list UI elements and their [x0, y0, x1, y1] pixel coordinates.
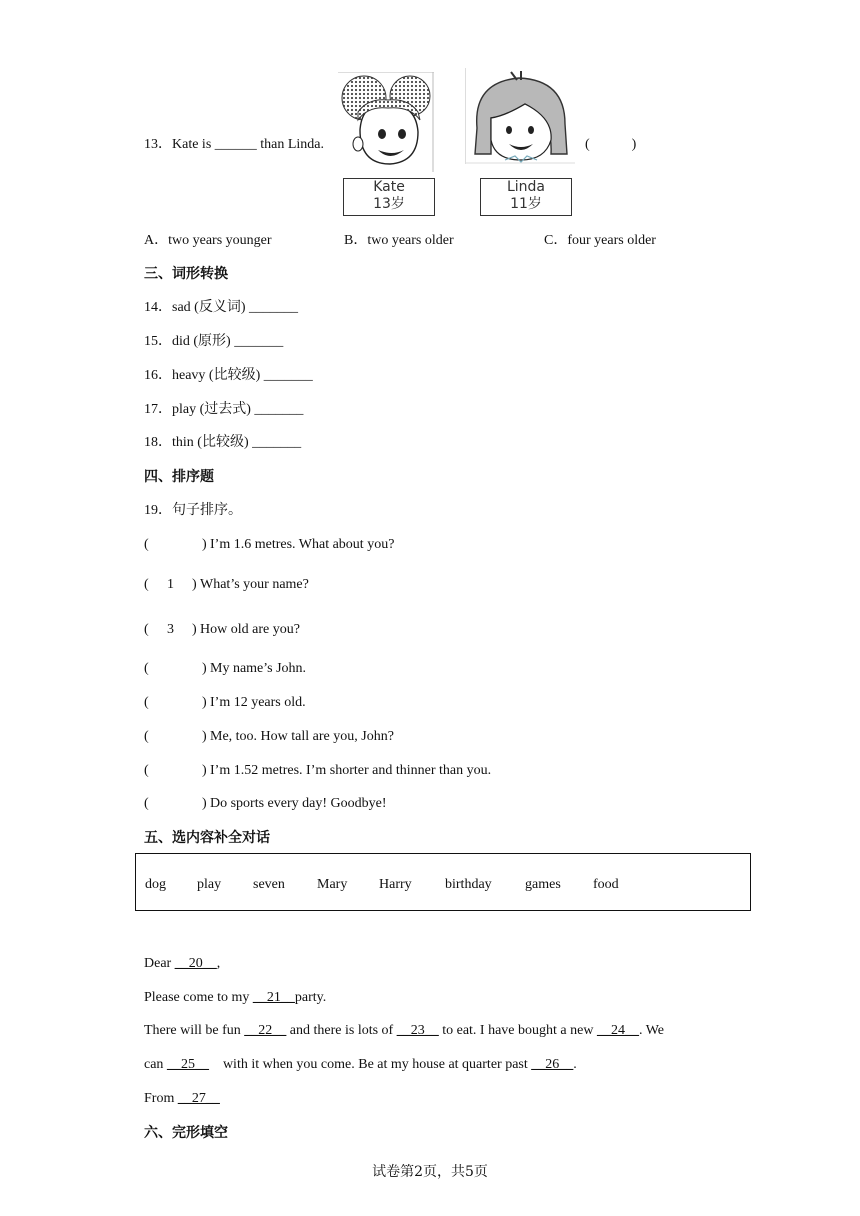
order-line — [144, 795, 387, 813]
blank-25[interactable]: __25__ — [166, 1057, 209, 1072]
order-bracket[interactable]: ( ) — [144, 763, 207, 778]
linda-age: 11岁 — [510, 196, 542, 212]
word-bank-item: Harry — [379, 877, 412, 892]
order-mark: 1 — [167, 577, 174, 592]
order-sentence: My name’s John. — [210, 661, 307, 676]
order-bracket[interactable]: ( ) — [144, 537, 207, 552]
order-sentence: I’m 1.52 metres. I’m shorter and thinner than you. — [210, 763, 492, 778]
word-bank-item: play — [197, 877, 222, 892]
kate-label-box — [343, 178, 435, 216]
order-line — [144, 621, 300, 639]
kate-picture — [338, 72, 434, 172]
linda-picture — [465, 68, 575, 164]
letter-line-3 — [144, 1022, 664, 1040]
blank-21[interactable]: __21__ — [252, 990, 295, 1005]
kate-name: Kate — [373, 179, 405, 195]
order-bracket[interactable]: ( ) — [144, 729, 207, 744]
q14[interactable]: 14．sad (反义词) _______ — [144, 300, 298, 315]
q17[interactable]: 17．play (过去式) _______ — [144, 402, 304, 417]
word-bank-item: birthday — [445, 877, 492, 892]
word-bank-item: seven — [253, 877, 285, 892]
blank-23[interactable]: __23__ — [396, 1023, 439, 1038]
blank-27[interactable]: __27__ — [177, 1091, 220, 1106]
order-sentence: Do sports every day! Goodbye! — [210, 796, 387, 811]
q13-option-a[interactable]: A．two years younger — [144, 233, 272, 248]
order-line — [144, 694, 306, 712]
order-line — [144, 576, 309, 594]
letter-line-2 — [144, 989, 326, 1007]
order-sentence: What’s your name? — [200, 577, 309, 592]
order-sentence: Me, too. How tall are you, John? — [210, 729, 394, 744]
q18[interactable]: 18．thin (比较级) _______ — [144, 435, 302, 450]
blank-24[interactable]: __24__ — [596, 1023, 639, 1038]
order-line — [144, 536, 394, 554]
letter-greeting: Dear __20__, — [144, 956, 221, 971]
letter-text: party. — [294, 990, 327, 1005]
order-sentence: I’m 12 years old. — [210, 695, 306, 710]
q13-option-c[interactable]: C．four years older — [544, 233, 656, 248]
section-5-heading: 五、选内容补全对话 — [144, 830, 270, 846]
blank-26[interactable]: __26__ — [531, 1057, 574, 1072]
q13-stem: 13．Kate is ______ than Linda. — [144, 137, 325, 152]
order-line — [144, 728, 394, 746]
blank-20[interactable]: __20__ — [174, 956, 217, 971]
order-bracket[interactable]: ( ) — [144, 695, 207, 710]
order-line — [144, 660, 306, 678]
word-bank-item: games — [525, 877, 561, 892]
letter-text: and there is lots of — [289, 1023, 394, 1038]
order-bracket[interactable]: ( ) — [144, 796, 207, 811]
q16[interactable]: 16．heavy (比较级) _______ — [144, 368, 313, 383]
letter-text: can — [144, 1057, 164, 1072]
order-bracket[interactable]: ( ) — [144, 661, 207, 676]
linda-label-box — [480, 178, 572, 216]
letter-dear: Dear — [144, 956, 172, 971]
order-mark: 3 — [167, 622, 174, 637]
q19-title: 19．句子排序。 — [144, 503, 242, 518]
order-sentence: How old are you? — [200, 622, 300, 637]
order-bracket[interactable]: ( 3 ) — [144, 622, 197, 637]
q13-option-b[interactable]: B．two years older — [344, 233, 454, 248]
letter-text: to eat. I have bought a new — [442, 1023, 594, 1038]
kate-age: 13岁 — [373, 196, 405, 212]
section-6-heading: 六、完形填空 — [144, 1125, 228, 1141]
letter-from: From — [144, 1091, 175, 1106]
q15[interactable]: 15．did (原形) _______ — [144, 334, 284, 349]
blank-22[interactable]: __22__ — [244, 1023, 287, 1038]
q13-answer-bracket[interactable]: ( ) — [585, 137, 637, 152]
word-bank-item: dog — [145, 877, 166, 892]
linda-name: Linda — [506, 179, 546, 195]
letter-text: . We — [638, 1023, 665, 1038]
page-footer: 试卷第2页，共5页 — [372, 1164, 488, 1180]
order-line — [144, 762, 491, 780]
letter-text: with it when you come. Be at my house at quarter past — [222, 1057, 528, 1072]
section-3-heading: 三、词形转换 — [144, 266, 228, 282]
word-bank-box — [135, 853, 751, 911]
order-sentence: I’m 1.6 metres. What about you? — [210, 537, 395, 552]
letter-text: There will be fun — [144, 1023, 241, 1038]
letter-text: Please come to my — [144, 990, 250, 1005]
letter-signoff — [144, 1090, 220, 1108]
word-bank-item: food — [593, 877, 619, 892]
word-bank-item: Mary — [317, 877, 348, 892]
section-4-heading: 四、排序题 — [144, 469, 214, 485]
order-bracket[interactable]: ( 1 ) — [144, 577, 197, 592]
letter-line-4: can __25__ with it when you come. Be at my house at quarter past __26__. — [144, 1057, 577, 1072]
